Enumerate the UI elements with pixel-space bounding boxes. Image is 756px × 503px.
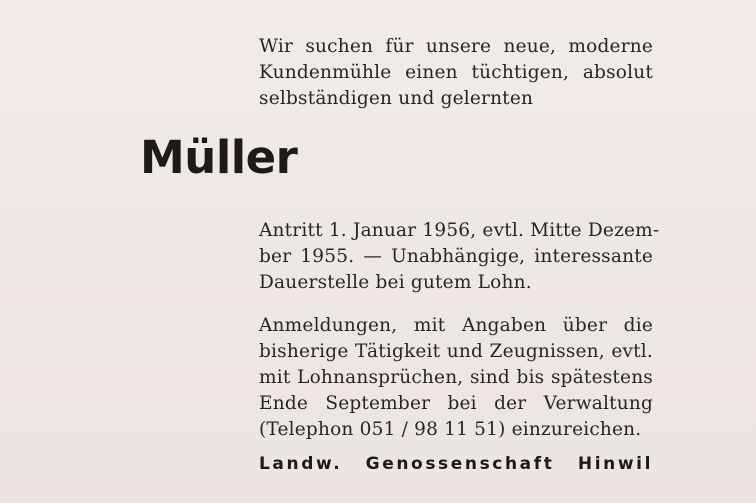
terms-line: Antritt 1. Januar 1956, evtl. Mitte Dezem- — [259, 220, 660, 241]
intro-line: Kundenmühle einen tüchtigen, absolut — [259, 62, 653, 83]
application-line: Ende September bei der Verwaltung — [259, 393, 653, 414]
terms-line: Dauerstelle bei gutem Lohn. — [259, 272, 532, 293]
application-line: (Telephon 051 / 98 11 51) einzureichen. — [259, 419, 642, 440]
terms-paragraph — [259, 218, 660, 296]
intro-paragraph — [259, 34, 653, 112]
application-line: mit Lohnansprüchen, sind bis spätestens — [259, 367, 653, 388]
terms-line: ber 1955. — Unabhängige, interessante — [259, 246, 653, 267]
intro-line: Wir suchen für unsere neue, moderne — [259, 36, 653, 57]
job-title-headline: Müller — [140, 131, 298, 184]
intro-line: selbständigen und gelernten — [259, 88, 534, 109]
application-line: bisherige Tätigkeit und Zeugnissen, evtl. — [259, 341, 653, 362]
advertiser-signature: Landw. Genossenschaft Hinwil — [259, 454, 653, 474]
application-paragraph — [259, 313, 653, 443]
application-line: Anmeldungen, mit Angaben über die — [259, 315, 653, 336]
